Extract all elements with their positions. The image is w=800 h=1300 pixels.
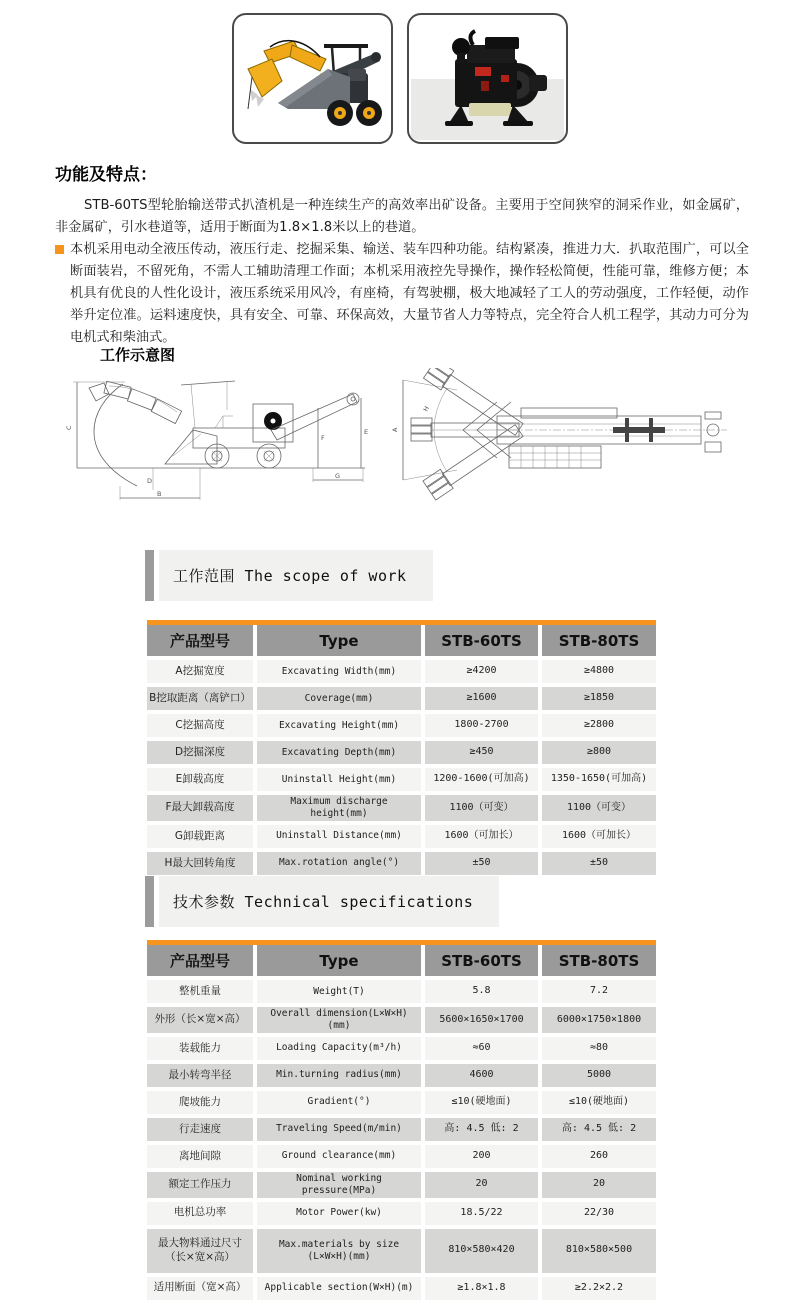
- table-cell: Excavating Width(mm): [257, 660, 421, 683]
- table-cell: C挖掘高度: [147, 714, 253, 737]
- table-cell: 5600×1650×1700: [425, 1007, 538, 1033]
- column-header: STB-80TS: [542, 945, 656, 976]
- scope-section-header: [145, 550, 433, 601]
- dim-label-a: A: [391, 427, 399, 432]
- table-row: [147, 741, 656, 764]
- table-row: [147, 825, 656, 848]
- table-row: [147, 1037, 656, 1060]
- table-row: [147, 980, 656, 1003]
- table-row: [147, 1145, 656, 1168]
- dim-label-h: H: [421, 404, 432, 413]
- table-cell: 适用断面（宽×高）: [147, 1277, 253, 1300]
- table-row: [147, 1277, 656, 1300]
- table-row: [147, 714, 656, 737]
- table-cell: Excavating Depth(mm): [257, 741, 421, 764]
- table-row: [147, 1202, 656, 1225]
- table-cell: ≥1.8×1.8: [425, 1277, 538, 1300]
- table-cell: ≥2.2×2.2: [542, 1277, 656, 1300]
- table-header-row: [147, 625, 656, 656]
- table-cell: ≥1600: [425, 687, 538, 710]
- table-cell: Uninstall Distance(mm): [257, 825, 421, 848]
- table-cell: ≈80: [542, 1037, 656, 1060]
- table-row: [147, 1172, 656, 1198]
- table-cell: Weight(T): [257, 980, 421, 1003]
- table-cell: E卸载高度: [147, 768, 253, 791]
- features-paragraph-1: STB-60TS型轮胎输送带式扒渣机是一种连续生产的高效率出矿设备。主要用于空间狭窄的洞采作业，如金属矿，非金属矿，引水巷道等，适用于断面为1.8×1.8米以上的巷道。: [55, 198, 749, 235]
- table-cell: 200: [425, 1145, 538, 1168]
- dim-label-c: C: [65, 425, 73, 430]
- table-cell: ±50: [542, 852, 656, 875]
- table-row: [147, 1064, 656, 1087]
- table-cell: 1600（可加长）: [542, 825, 656, 848]
- table-cell: B挖取距离（离铲口）: [147, 687, 253, 710]
- column-header: Type: [257, 625, 421, 656]
- table-cell: Nominal working pressure(MPa): [257, 1172, 421, 1198]
- table-cell: 20: [542, 1172, 656, 1198]
- spec-section-title: 技术参数 Technical specifications: [159, 876, 499, 927]
- table-cell: 爬坡能力: [147, 1091, 253, 1114]
- table-row: [147, 768, 656, 791]
- column-header: STB-60TS: [425, 945, 538, 976]
- table-cell: Uninstall Height(mm): [257, 768, 421, 791]
- table-cell: 最大物料通过尺寸（长×宽×高）: [147, 1229, 253, 1273]
- table-cell: 离地间隙: [147, 1145, 253, 1168]
- technical-specifications-table: [147, 940, 656, 1300]
- column-header: Type: [257, 945, 421, 976]
- table-cell: 810×580×420: [425, 1229, 538, 1273]
- mucking-loader-illustration: [236, 17, 389, 140]
- table-cell: 18.5/22: [425, 1202, 538, 1225]
- table-cell: Traveling Speed(m/min): [257, 1118, 421, 1141]
- table-cell: Loading Capacity(m³/h): [257, 1037, 421, 1060]
- table-row: [147, 687, 656, 710]
- table-cell: 260: [542, 1145, 656, 1168]
- table-cell: Gradient(°): [257, 1091, 421, 1114]
- table-cell: ≈60: [425, 1037, 538, 1060]
- table-header-row: [147, 945, 656, 976]
- table-row: [147, 1007, 656, 1033]
- table-cell: Ground clearance(mm): [257, 1145, 421, 1168]
- table-cell: 电机总功率: [147, 1202, 253, 1225]
- table-cell: Overall dimension(L×W×H)(mm): [257, 1007, 421, 1033]
- table-cell: Excavating Height(mm): [257, 714, 421, 737]
- table-cell: ≥4200: [425, 660, 538, 683]
- scope-of-work-table: [147, 620, 656, 875]
- table-cell: 高: 4.5 低: 2: [425, 1118, 538, 1141]
- table-cell: ≥2800: [542, 714, 656, 737]
- dim-label-g: G: [335, 472, 341, 480]
- table-cell: 7.2: [542, 980, 656, 1003]
- diagram-title: 工作示意图: [100, 346, 176, 364]
- table-cell: 1100（可变）: [425, 795, 538, 821]
- diesel-engine-illustration: [411, 17, 564, 140]
- spec-section-header: [145, 876, 499, 927]
- table-row: [147, 1229, 656, 1273]
- dim-label-e: E: [364, 428, 369, 436]
- section-accent-bar: [145, 550, 154, 601]
- table-cell: 最小转弯半径: [147, 1064, 253, 1087]
- table-cell: ≥450: [425, 741, 538, 764]
- scope-section-title: 工作范围 The scope of work: [159, 550, 433, 601]
- features-section: [55, 160, 749, 349]
- dim-label-f: F: [321, 434, 325, 442]
- table-cell: 1600（可加长）: [425, 825, 538, 848]
- table-cell: 额定工作压力: [147, 1172, 253, 1198]
- table-cell: Maximum discharge height(mm): [257, 795, 421, 821]
- section-accent-bar: [145, 876, 154, 927]
- table-cell: ±50: [425, 852, 538, 875]
- table-cell: 20: [425, 1172, 538, 1198]
- table-cell: 1200-1600(可加高): [425, 768, 538, 791]
- column-header: STB-80TS: [542, 625, 656, 656]
- table-cell: G卸载距离: [147, 825, 253, 848]
- table-cell: ≥1850: [542, 687, 656, 710]
- table-cell: Motor Power(kw): [257, 1202, 421, 1225]
- table-cell: 22/30: [542, 1202, 656, 1225]
- product-photos: [0, 13, 800, 144]
- table-cell: Applicable section(W×H)(m): [257, 1277, 421, 1300]
- table-cell: 6000×1750×1800: [542, 1007, 656, 1033]
- table-cell: 810×580×500: [542, 1229, 656, 1273]
- table-cell: 1800-2700: [425, 714, 538, 737]
- table-cell: 外形（长×宽×高）: [147, 1007, 253, 1033]
- table-cell: F最大卸载高度: [147, 795, 253, 821]
- table-cell: 行走速度: [147, 1118, 253, 1141]
- table-cell: ≤10(硬地面): [425, 1091, 538, 1114]
- working-schematic-diagram: [65, 368, 735, 508]
- table-row: [147, 795, 656, 821]
- table-cell: A挖掘宽度: [147, 660, 253, 683]
- table-cell: H最大回转角度: [147, 852, 253, 875]
- table-row: [147, 660, 656, 683]
- table-cell: Min.turning radius(mm): [257, 1064, 421, 1087]
- table-row: [147, 852, 656, 875]
- table-row: [147, 1118, 656, 1141]
- dim-label-d: D: [147, 477, 153, 485]
- table-cell: 装载能力: [147, 1037, 253, 1060]
- table-cell: ≥4800: [542, 660, 656, 683]
- mucking-loader-photo: [232, 13, 393, 144]
- table-cell: 高: 4.5 低: 2: [542, 1118, 656, 1141]
- table-cell: 5000: [542, 1064, 656, 1087]
- table-cell: Coverage(mm): [257, 687, 421, 710]
- table-cell: Max.rotation angle(°): [257, 852, 421, 875]
- table-cell: 整机重量: [147, 980, 253, 1003]
- table-cell: 5.8: [425, 980, 538, 1003]
- table-cell: ≥800: [542, 741, 656, 764]
- features-title: 功能及特点：: [55, 165, 157, 185]
- table-row: [147, 1091, 656, 1114]
- diesel-engine-photo: [407, 13, 568, 144]
- column-header: 产品型号: [147, 945, 253, 976]
- column-header: STB-60TS: [425, 625, 538, 656]
- column-header: 产品型号: [147, 625, 253, 656]
- table-cell: Max.materials by size (L×W×H)(mm): [257, 1229, 421, 1273]
- table-cell: 1350-1650(可加高): [542, 768, 656, 791]
- dim-label-b: B: [157, 490, 162, 498]
- table-cell: 1100（可变）: [542, 795, 656, 821]
- features-paragraph-2: 本机采用电动全液压传动，液压行走、挖掘采集、输送、装车四种功能。结构紧凑，推进力大．扒取范围广，可以全断面装岩，不留死角，不需人工辅助清理工作面；本机采用液控先导操作，操作轻松简便，性能可靠，维修方便；本机具有优良的人性化设计，液压系统采用风冷，有座椅，有驾驶棚，极大地减轻了工人的劳动强度，工作轻便，动作举升定位准。运料速度快，具有安全、可靠、环保高效，大量节省人力等特点，完全符合人机工程学，其动力可分为电机式和柴油式。: [55, 239, 749, 349]
- table-cell: 4600: [425, 1064, 538, 1087]
- table-cell: ≤10(硬地面): [542, 1091, 656, 1114]
- table-cell: D挖掘深度: [147, 741, 253, 764]
